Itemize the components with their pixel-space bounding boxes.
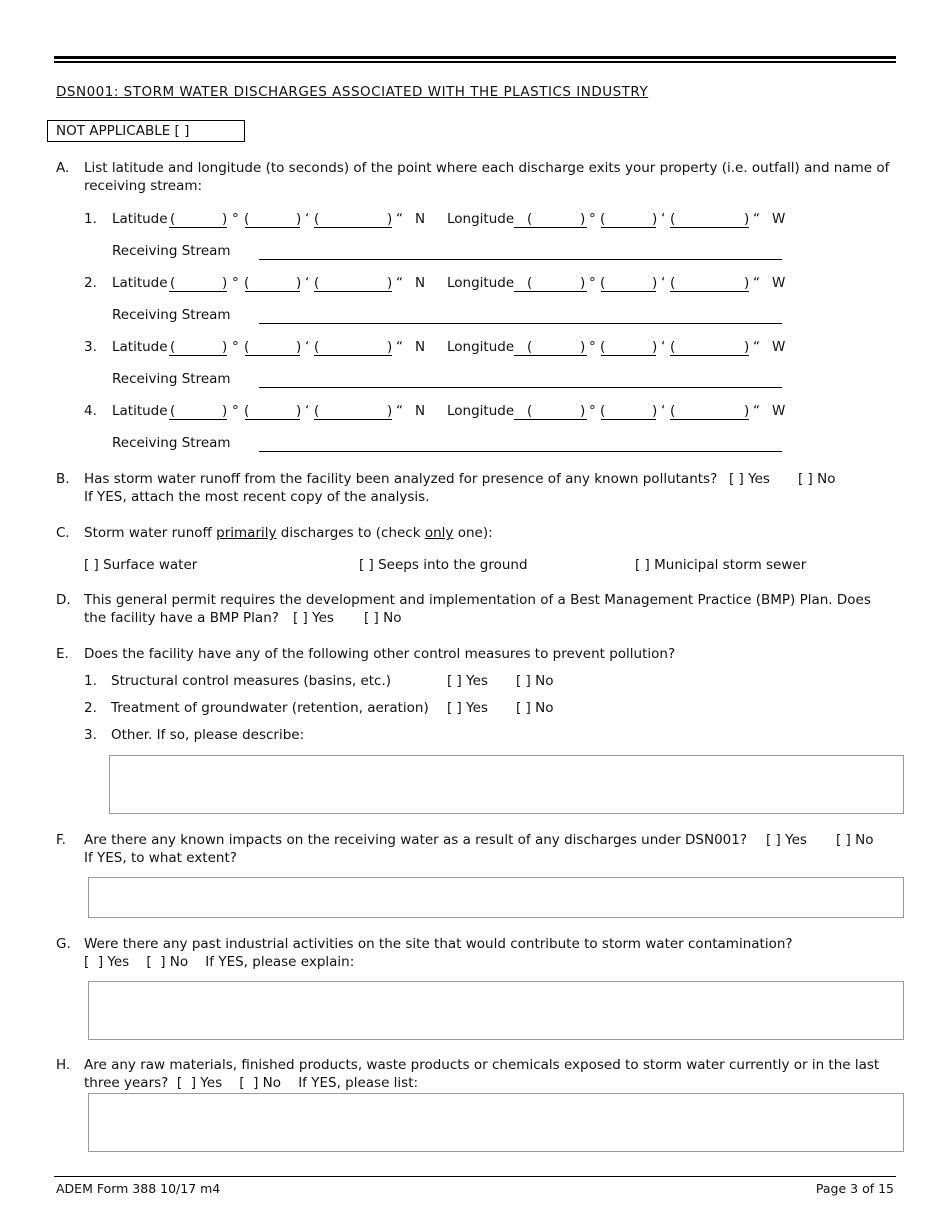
paren: ) — [652, 275, 658, 291]
second-symbol: “ — [396, 403, 403, 419]
minute-symbol: ‘ — [661, 339, 666, 355]
west-label: W — [772, 211, 786, 227]
section-f-no-checkbox[interactable]: [ ] No — [836, 832, 874, 848]
outfall-number: 1. — [84, 211, 97, 227]
latitude-seconds-field[interactable] — [314, 291, 392, 292]
paren: ) — [387, 275, 393, 291]
groundwater-treatment-no-checkbox[interactable]: [ ] No — [516, 700, 554, 716]
header-rule-thick — [54, 56, 896, 59]
other-measures-textarea[interactable] — [109, 755, 904, 814]
latitude-label: Latitude — [112, 339, 168, 355]
paren: ( — [314, 275, 320, 291]
section-f-note: If YES, to what extent? — [84, 850, 237, 866]
section-c-only: only — [424, 525, 454, 541]
section-b-question: Has storm water runoff from the facility been analyzed for presence of any known pollutants? — [84, 471, 718, 487]
longitude-label: Longitude — [447, 339, 515, 355]
degree-symbol: ° — [589, 275, 596, 291]
west-label: W — [772, 403, 786, 419]
degree-symbol: ° — [589, 403, 596, 419]
longitude-label: Longitude — [447, 403, 515, 419]
minute-symbol: ‘ — [305, 339, 310, 355]
groundwater-treatment-yes-checkbox[interactable]: [ ] Yes — [447, 700, 488, 716]
paren: ( — [170, 339, 176, 355]
paren: ( — [600, 275, 606, 291]
latitude-seconds-field[interactable] — [314, 227, 392, 228]
latitude-minutes-field[interactable] — [245, 419, 300, 420]
minute-symbol: ‘ — [305, 275, 310, 291]
section-d-letter: D. — [56, 592, 71, 608]
paren: ( — [314, 211, 320, 227]
paren: ( — [170, 403, 176, 419]
longitude-degrees-field[interactable] — [514, 227, 587, 228]
receiving-stream-label: Receiving Stream — [112, 243, 231, 259]
paren: ( — [314, 339, 320, 355]
longitude-seconds-field[interactable] — [670, 419, 749, 420]
degree-symbol: ° — [232, 403, 239, 419]
paren: ( — [527, 339, 533, 355]
paren: ) — [652, 403, 658, 419]
other-measures-label: Other. If so, please describe: — [111, 727, 305, 743]
not-applicable-label: NOT APPLICABLE [ ] — [56, 123, 190, 139]
minute-symbol: ‘ — [661, 211, 666, 227]
receiving-stream-field[interactable] — [259, 259, 782, 260]
minute-symbol: ‘ — [305, 211, 310, 227]
longitude-minutes-field[interactable] — [601, 227, 656, 228]
paren: ( — [670, 339, 676, 355]
receiving-stream-field[interactable] — [259, 323, 782, 324]
longitude-degrees-field[interactable] — [514, 355, 587, 356]
section-d-question-line2: the facility have a BMP Plan? — [84, 610, 279, 626]
longitude-degrees-field[interactable] — [514, 291, 587, 292]
receiving-stream-label: Receiving Stream — [112, 371, 231, 387]
second-symbol: “ — [396, 275, 403, 291]
latitude-minutes-field[interactable] — [245, 355, 300, 356]
paren: ) — [387, 339, 393, 355]
second-symbol: “ — [753, 275, 760, 291]
latitude-degrees-field[interactable] — [169, 291, 227, 292]
paren: ) — [744, 275, 750, 291]
paren: ) — [222, 211, 228, 227]
outfall-number: 2. — [84, 275, 97, 291]
paren: ) — [580, 275, 586, 291]
north-label: N — [415, 211, 426, 227]
section-d-yes-checkbox[interactable]: [ ] Yes — [293, 610, 334, 626]
longitude-seconds-field[interactable] — [670, 291, 749, 292]
minute-symbol: ‘ — [661, 403, 666, 419]
form-id: ADEM Form 388 10/17 m4 — [56, 1181, 221, 1196]
section-c-primarily: primarily — [216, 525, 277, 541]
receiving-stream-field[interactable] — [259, 387, 782, 388]
section-b-yes-checkbox[interactable]: [ ] Yes — [729, 471, 770, 487]
paren: ( — [670, 211, 676, 227]
latitude-degrees-field[interactable] — [169, 419, 227, 420]
paren: ) — [652, 339, 658, 355]
paren: ( — [670, 275, 676, 291]
section-e-question: Does the facility have any of the following other control measures to prevent pollution? — [84, 646, 676, 662]
paren: ) — [580, 339, 586, 355]
page-number: Page 3 of 15 — [815, 1181, 894, 1196]
paren: ) — [296, 403, 302, 419]
paren: ) — [222, 339, 228, 355]
section-e-item-number: 3. — [84, 727, 97, 743]
section-h-question-line1: Are any raw materials, finished products, waste products or chemicals exposed to storm water currently or in the last — [84, 1057, 880, 1073]
paren: ( — [170, 275, 176, 291]
outfall-number: 4. — [84, 403, 97, 419]
latitude-minutes-field[interactable] — [245, 291, 300, 292]
paren: ( — [527, 403, 533, 419]
section-b-note: If YES, attach the most recent copy of the analysis. — [84, 489, 430, 505]
paren: ) — [296, 339, 302, 355]
section-g-letter: G. — [56, 936, 71, 952]
section-c-text-pre: Storm water runoff — [84, 525, 217, 541]
latitude-seconds-field[interactable] — [314, 355, 392, 356]
minute-symbol: ‘ — [305, 403, 310, 419]
groundwater-treatment-label: Treatment of groundwater (retention, aeration) — [111, 700, 429, 716]
second-symbol: “ — [396, 339, 403, 355]
paren: ( — [314, 403, 320, 419]
west-label: W — [772, 275, 786, 291]
latitude-label: Latitude — [112, 403, 168, 419]
longitude-label: Longitude — [447, 211, 515, 227]
latitude-label: Latitude — [112, 275, 168, 291]
longitude-minutes-field[interactable] — [601, 419, 656, 420]
paren: ( — [244, 339, 250, 355]
north-label: N — [415, 403, 426, 419]
section-c-text-post: one): — [453, 525, 493, 541]
longitude-seconds-field[interactable] — [670, 355, 749, 356]
paren: ) — [744, 403, 750, 419]
second-symbol: “ — [753, 403, 760, 419]
longitude-degrees-field[interactable] — [514, 419, 587, 420]
paren: ( — [670, 403, 676, 419]
receiving-stream-label: Receiving Stream — [112, 435, 231, 451]
paren: ( — [244, 211, 250, 227]
paren: ) — [744, 211, 750, 227]
receiving-stream-label: Receiving Stream — [112, 307, 231, 323]
north-label: N — [415, 275, 426, 291]
section-c-text-mid: discharges to (check — [276, 525, 425, 541]
paren: ( — [600, 211, 606, 227]
latitude-degrees-field[interactable] — [169, 227, 227, 228]
impact-extent-textarea[interactable] — [88, 877, 904, 918]
latitude-label: Latitude — [112, 211, 168, 227]
page-title: DSN001: STORM WATER DISCHARGES ASSOCIATED WITH THE PLASTICS INDUSTRY — [56, 84, 649, 100]
second-symbol: “ — [396, 211, 403, 227]
section-e-item-number: 1. — [84, 673, 97, 689]
paren: ) — [296, 275, 302, 291]
past-activities-textarea[interactable] — [88, 981, 904, 1040]
paren: ( — [170, 211, 176, 227]
surface-water-checkbox[interactable]: [ ] Surface water — [84, 557, 198, 573]
structural-control-yes-checkbox[interactable]: [ ] Yes — [447, 673, 488, 689]
longitude-minutes-field[interactable] — [601, 355, 656, 356]
minute-symbol: ‘ — [661, 275, 666, 291]
not-applicable-checkbox[interactable] — [47, 120, 245, 142]
footer-rule — [54, 1176, 896, 1177]
west-label: W — [772, 339, 786, 355]
second-symbol: “ — [753, 339, 760, 355]
paren: ( — [527, 275, 533, 291]
outfall-number: 3. — [84, 339, 97, 355]
longitude-seconds-field[interactable] — [670, 227, 749, 228]
section-h-question-line2[interactable]: three years? [ ] Yes [ ] No If YES, please list: — [84, 1075, 419, 1091]
paren: ( — [600, 403, 606, 419]
longitude-minutes-field[interactable] — [601, 291, 656, 292]
degree-symbol: ° — [232, 211, 239, 227]
degree-symbol: ° — [232, 275, 239, 291]
paren: ) — [744, 339, 750, 355]
section-a-letter: A. — [56, 160, 70, 176]
section-b-no-checkbox[interactable]: [ ] No — [798, 471, 836, 487]
paren: ) — [580, 403, 586, 419]
header-rule-thin — [54, 61, 896, 63]
receiving-stream-field[interactable] — [259, 451, 782, 452]
structural-control-no-checkbox[interactable]: [ ] No — [516, 673, 554, 689]
degree-symbol: ° — [589, 211, 596, 227]
paren: ) — [222, 275, 228, 291]
paren: ) — [296, 211, 302, 227]
degree-symbol: ° — [589, 339, 596, 355]
section-e-letter: E. — [56, 646, 69, 662]
north-label: N — [415, 339, 426, 355]
paren: ) — [580, 211, 586, 227]
section-b-letter: B. — [56, 471, 70, 487]
latitude-minutes-field[interactable] — [245, 227, 300, 228]
section-g-question: Were there any past industrial activities on the site that would contribute to storm water contamination? — [84, 936, 793, 952]
paren: ) — [387, 403, 393, 419]
section-a-question-line2: receiving stream: — [84, 178, 203, 194]
paren: ) — [222, 403, 228, 419]
section-c-letter: C. — [56, 525, 70, 541]
section-c-question — [84, 525, 493, 542]
section-e-item-number: 2. — [84, 700, 97, 716]
degree-symbol: ° — [232, 339, 239, 355]
second-symbol: “ — [753, 211, 760, 227]
paren: ( — [244, 403, 250, 419]
seeps-ground-checkbox[interactable]: [ ] Seeps into the ground — [359, 557, 528, 573]
latitude-degrees-field[interactable] — [169, 355, 227, 356]
municipal-sewer-checkbox[interactable]: [ ] Municipal storm sewer — [635, 557, 807, 573]
section-f-question: Are there any known impacts on the receiving water as a result of any discharges under DSN001? — [84, 832, 748, 848]
latitude-seconds-field[interactable] — [314, 419, 392, 420]
paren: ( — [527, 211, 533, 227]
section-a-question-line1: List latitude and longitude (to seconds) of the point where each discharge exits your property (i.e. outfall) and name of — [84, 160, 890, 176]
section-d-question-line1: This general permit requires the development and implementation of a Best Management Practice (BMP) Plan. Does — [84, 592, 871, 608]
exposed-materials-textarea[interactable] — [88, 1093, 904, 1152]
paren: ( — [600, 339, 606, 355]
section-g-options[interactable]: [ ] Yes [ ] No If YES, please explain: — [84, 954, 355, 970]
section-d-no-checkbox[interactable]: [ ] No — [364, 610, 402, 626]
section-f-letter: F. — [56, 832, 66, 848]
section-f-yes-checkbox[interactable]: [ ] Yes — [766, 832, 807, 848]
paren: ( — [244, 275, 250, 291]
paren: ) — [652, 211, 658, 227]
structural-control-label: Structural control measures (basins, etc.) — [111, 673, 392, 689]
section-h-letter: H. — [56, 1057, 71, 1073]
paren: ) — [387, 211, 393, 227]
longitude-label: Longitude — [447, 275, 515, 291]
